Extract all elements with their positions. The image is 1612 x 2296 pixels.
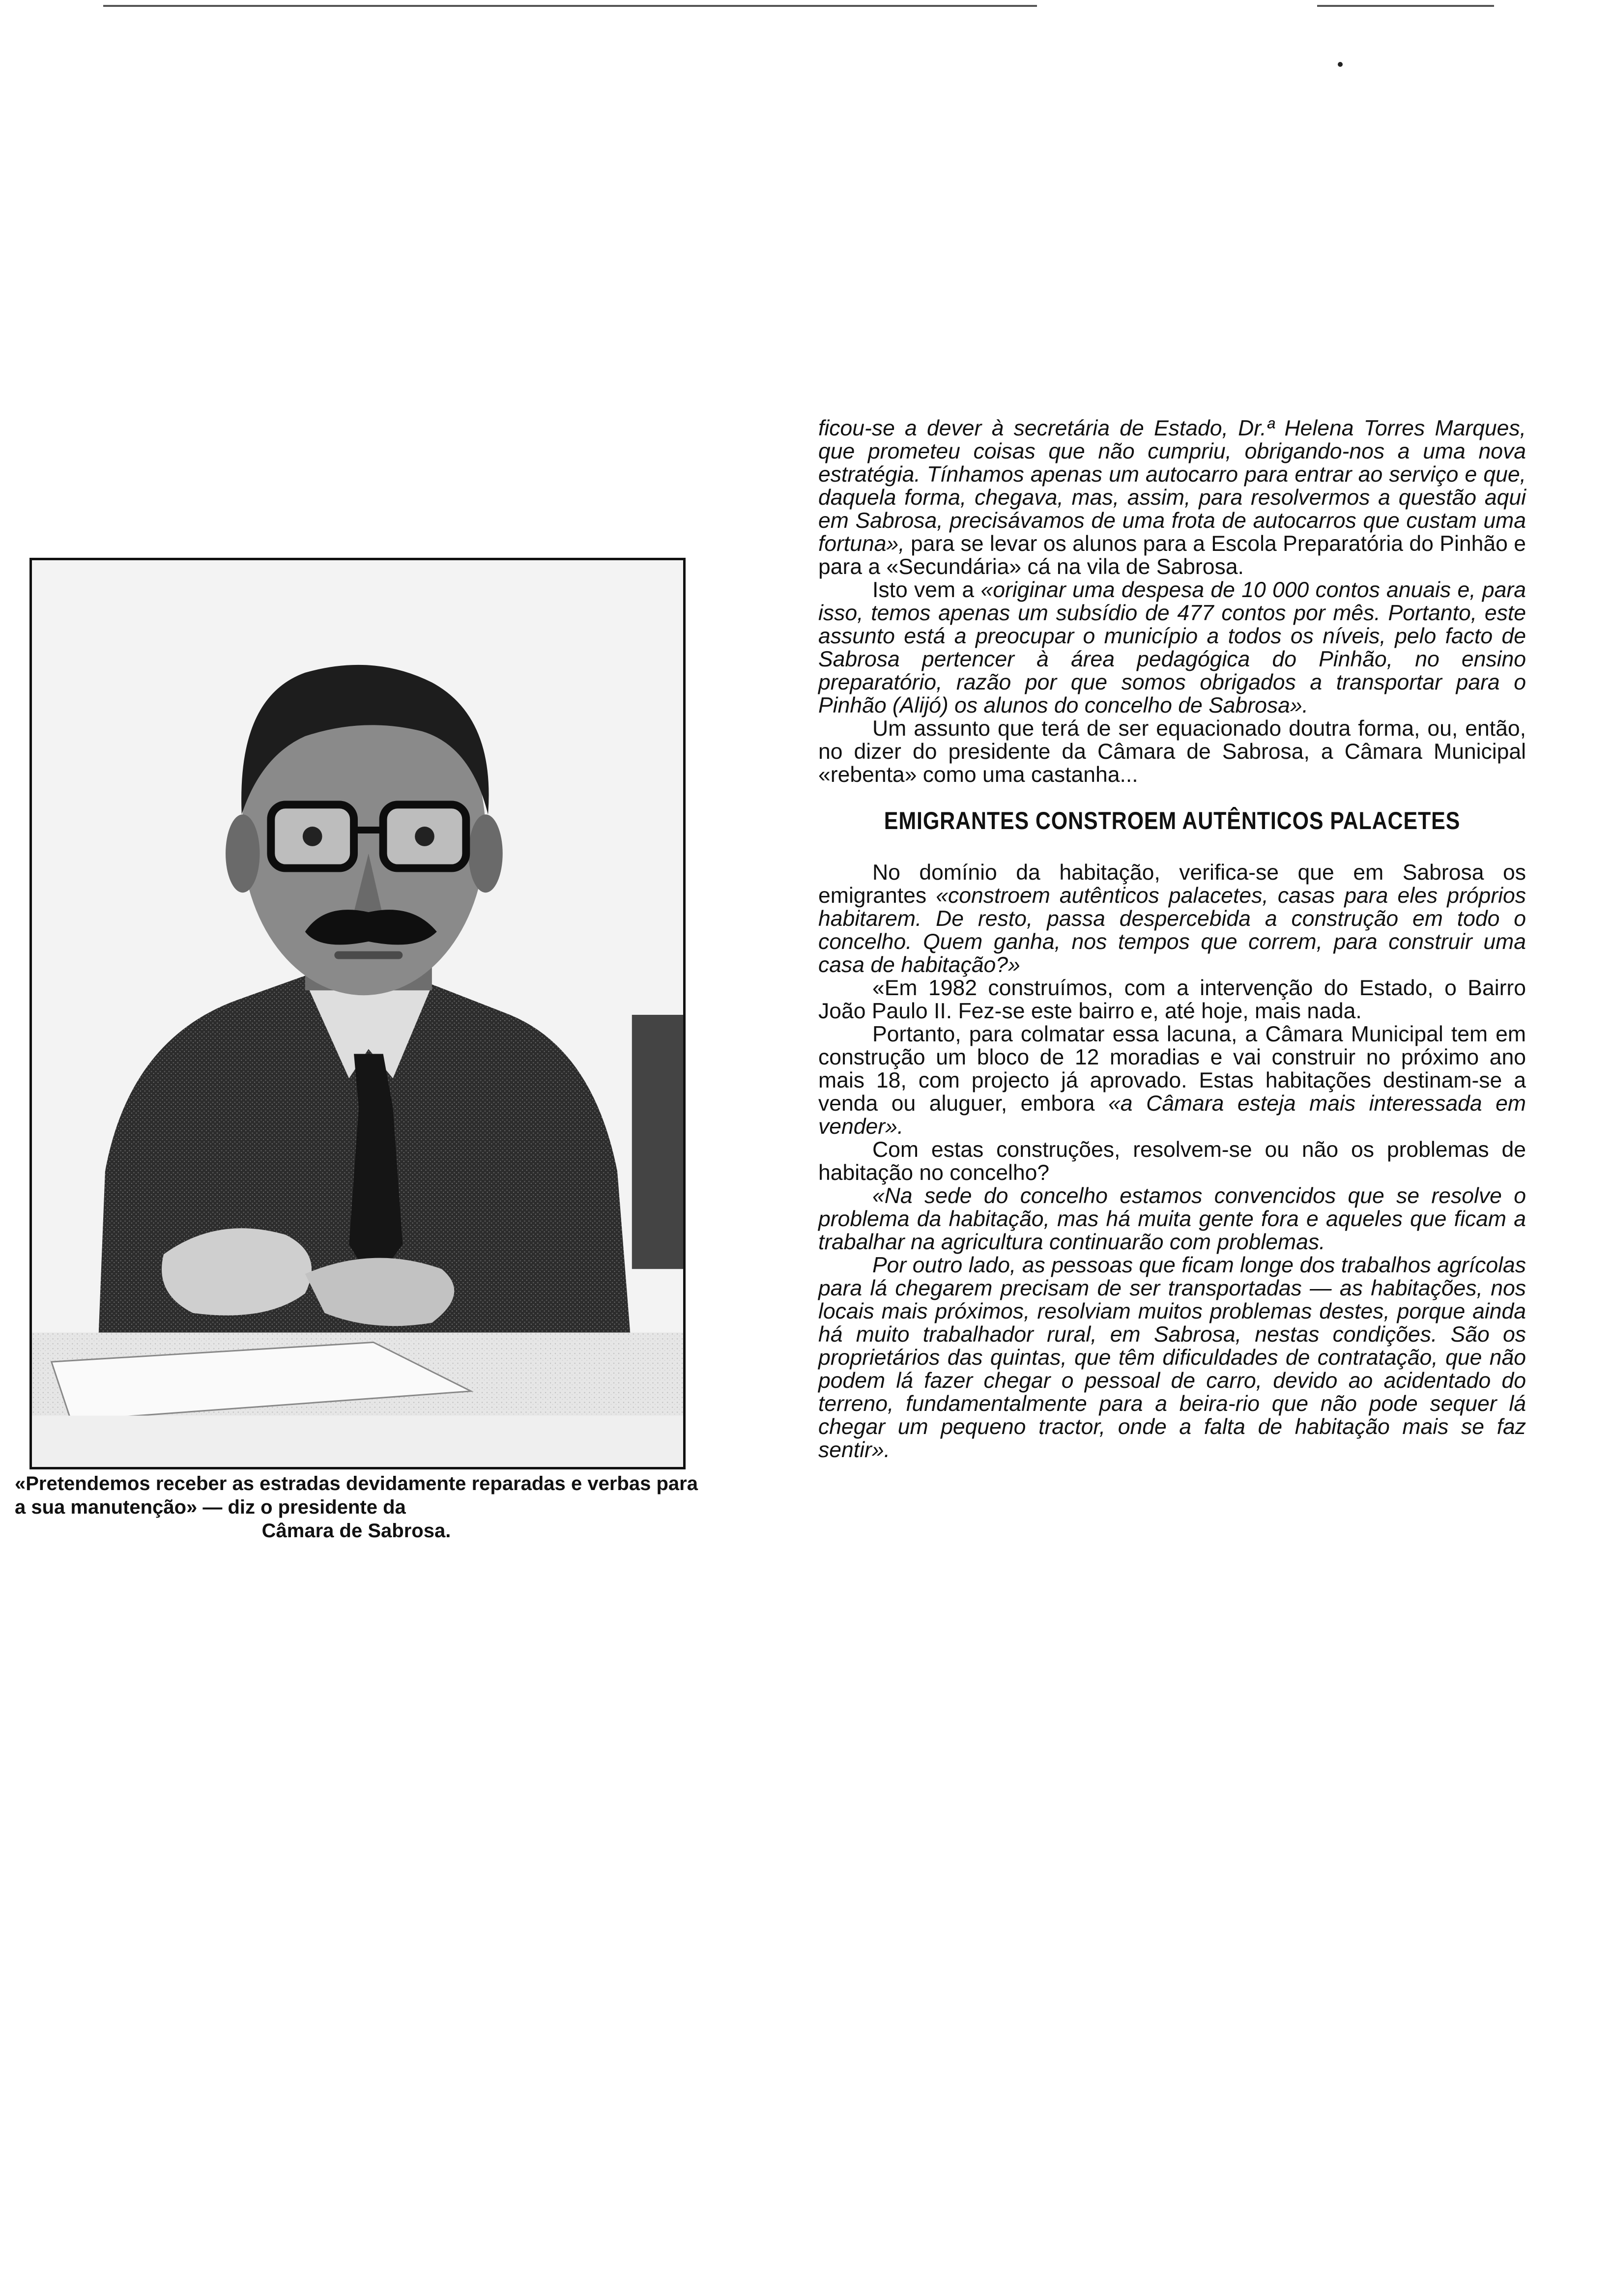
article-paragraph: «Em 1982 construímos, com a intervenção do Estado, o Bairro João Paulo II. Fez-se este bairro e, até hoje, mais nada. <box>818 976 1526 1023</box>
article-paragraph <box>818 578 1526 717</box>
body-text: para se levar os alunos para a Escola Preparatória do Pinhão e para a «Secundária» cá na vila de Sabrosa. <box>818 532 1526 579</box>
article-paragraph <box>818 861 1526 976</box>
article-paragraph <box>818 1023 1526 1138</box>
section-heading: EMIGRANTES CONSTROEM AUTÊNTICOS PALACETES <box>884 807 1461 834</box>
scan-edge-line <box>1317 5 1494 7</box>
article-paragraph: Por outro lado, as pessoas que ficam longe dos trabalhos agrícolas para lá chegarem precisam de ser transportadas — as habitações, nos locais mais próximos, resolviam muitos problemas destes, porque ainda há muito trabalhador rural, em Sabrosa, nestas condições. São os proprietários das quintas, que têm dificuldades de contratação, que não podem lá fazer chegar o pessoal de carro, devido ao acidentado do terreno, fundamentalmente para a beira-rio que não pode sequer lá chegar um pequeno tractor, onde a falta de habitação mais se faz sentir». <box>818 1253 1526 1462</box>
article-paragraph: Um assunto que terá de ser equacionado doutra forma, ou, então, no dizer do presidente da Câmara de Sabrosa, a Câmara Municipal «rebenta» como uma castanha... <box>818 717 1526 787</box>
article-column <box>818 417 1526 1462</box>
scan-speck <box>1338 62 1343 67</box>
quote-text: «a Câmara esteja mais interessada em vender». <box>818 1091 1526 1139</box>
quote-text: «originar uma despesa de 10 000 contos anuais e, para isso, temos apenas um subsídio de 477 contos por mês. Portanto, este assunto está a preocupar o município a todos os níveis, pelo facto de Sabrosa pertencer à área pedagógica do Pinhão, no ensino preparatório, razão por que somos obrigados a transportar para o Pinhão (Alijó) os alunos do concelho de Sabrosa». <box>818 578 1526 718</box>
photo-caption-last-line: Câmara de Sabrosa. <box>261 1520 451 1542</box>
body-text: Isto vem a <box>872 578 981 602</box>
article-paragraph <box>818 417 1526 578</box>
body-text: Portanto, para colmatar essa lacuna, a Câmara Municipal tem em construção um bloco de 12 moradias e vai construir no próximo ano mais 18, com projecto já aprovado. Estas habitações destinam-se a venda ou aluguer, embora <box>818 1022 1526 1116</box>
photo-caption-text: «Pretendemos receber as estradas devidamente reparadas e verbas para a sua manutenção» — diz o presidente da <box>15 1473 698 1518</box>
article-paragraph: «Na sede do concelho estamos convencidos que se resolve o problema da habitação, mas há muita gente fora e aqueles que ficam a trabalhar na agricultura continuarão com problemas. <box>818 1184 1526 1254</box>
photo-caption <box>15 1472 698 1543</box>
quote-text: «constroem autênticos palacetes, casas para eles próprios habitarem. De resto, passa despercebida a construção em todo o concelho. Quem ganha, nos tempos que correm, para construir uma casa de habitação?» <box>818 884 1526 977</box>
body-text: No domínio da habitação, verifica-se que em Sabrosa os emigrantes <box>818 861 1526 908</box>
article-paragraph: Com estas construções, resolvem-se ou não os problemas de habitação no concelho? <box>818 1138 1526 1185</box>
scan-edge-line <box>103 5 1037 7</box>
quote-text: ficou-se a dever à secretária de Estado, Dr.ª Helena Torres Marques, que prometeu coisas que não cumpriu, obrigando-nos a uma nova estratégia. Tínhamos apenas um autocarro para entrar ao serviço e que, daquela forma, chegava, mas, assim, para resolvermos a questão aqui em Sabrosa, precisávamos de uma frota de autocarros que custam uma fortuna», <box>818 416 1526 556</box>
president-photo <box>29 558 686 1469</box>
